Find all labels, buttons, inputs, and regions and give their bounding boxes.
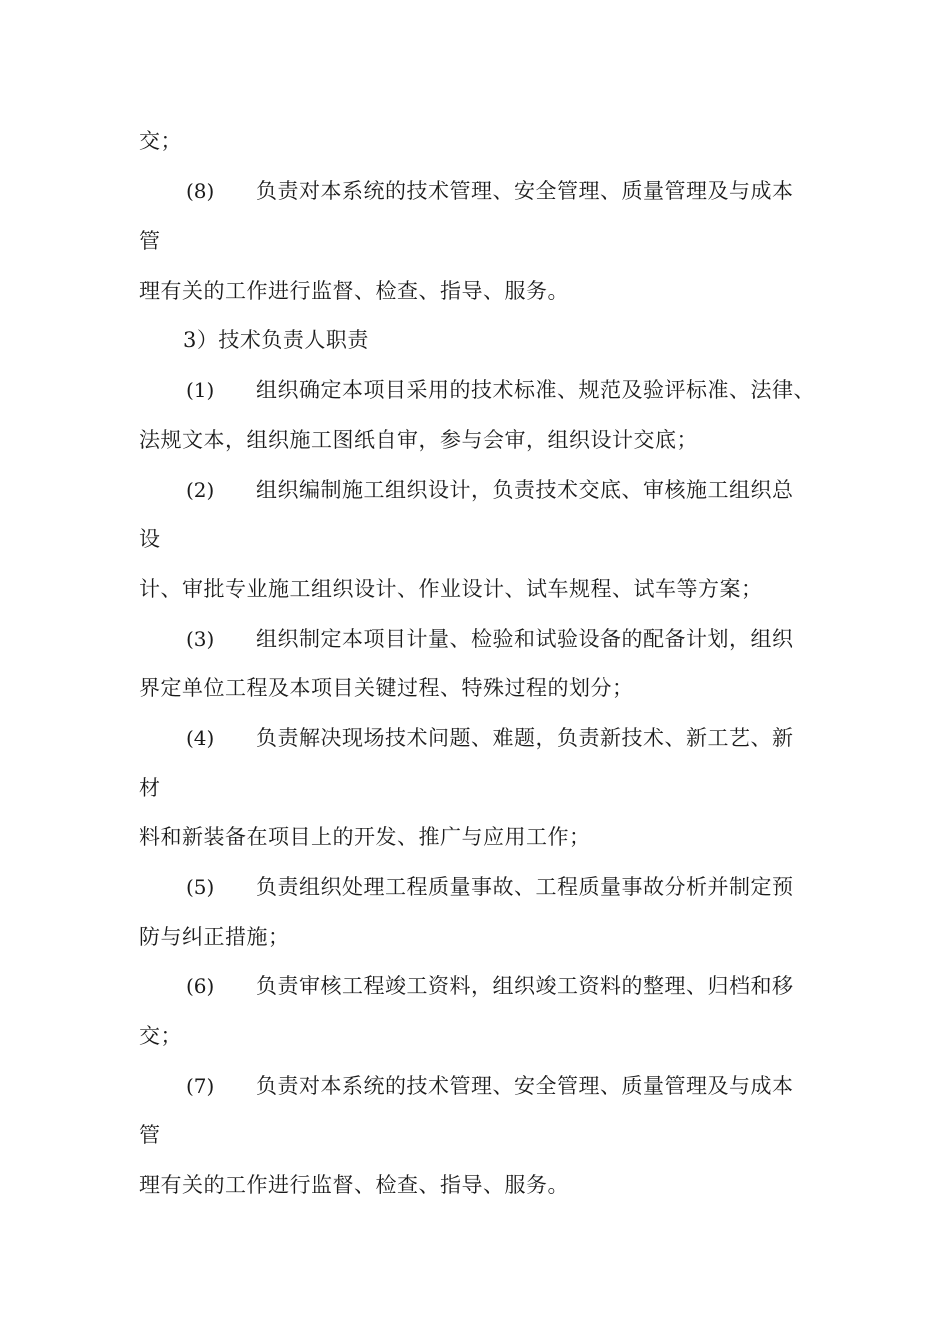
item-number: (5): [186, 875, 215, 899]
text-line: 计、审批专业施工组织设计、作业设计、试车规程、试车等方案；: [139, 577, 763, 601]
item-number: (8): [186, 179, 215, 203]
item-number: (1): [186, 378, 215, 402]
item-text: 负责组织处理工程质量事故、工程质量事故分析并制定预: [256, 875, 794, 899]
text-line: 交；: [139, 1024, 182, 1048]
item-text: 负责对本系统的技术管理、安全管理、质量管理及与成本: [256, 1074, 794, 1098]
item-number: (4): [186, 726, 215, 750]
item-text: 组织确定本项目采用的技术标准、规范及验评标准、法律、: [256, 378, 815, 402]
text-line: 界定单位工程及本项目关键过程、特殊过程的划分；: [139, 676, 634, 700]
text-line: 理有关的工作进行监督、检查、指导、服务。: [139, 279, 569, 303]
text-line: 材: [139, 776, 161, 800]
text-line: 料和新装备在项目上的开发、推广与应用工作；: [139, 825, 591, 849]
text-line: 设: [139, 527, 161, 551]
text-line: 管: [139, 1123, 161, 1147]
section-heading: 3）技术负责人职责: [183, 328, 369, 352]
item-text: 负责解决现场技术问题、难题，负责新技术、新工艺、新: [256, 726, 794, 750]
item-number: (2): [186, 478, 215, 502]
item-text: 负责审核工程竣工资料，组织竣工资料的整理、归档和移: [256, 974, 794, 998]
text-line: 防与纠正措施；: [139, 925, 290, 949]
item-text: 组织制定本项目计量、检验和试验设备的配备计划，组织: [256, 627, 794, 651]
item-text: 负责对本系统的技术管理、安全管理、质量管理及与成本: [256, 179, 794, 203]
text-line: 法规文本，组织施工图纸自审，参与会审，组织设计交底；: [139, 428, 698, 452]
text-line: 管: [139, 229, 161, 253]
text-line: 理有关的工作进行监督、检查、指导、服务。: [139, 1173, 569, 1197]
item-number: (7): [186, 1074, 215, 1098]
item-number: (6): [186, 974, 215, 998]
item-number: (3): [186, 627, 215, 651]
item-text: 组织编制施工组织设计，负责技术交底、审核施工组织总: [256, 478, 794, 502]
text-line: 交；: [139, 129, 182, 153]
